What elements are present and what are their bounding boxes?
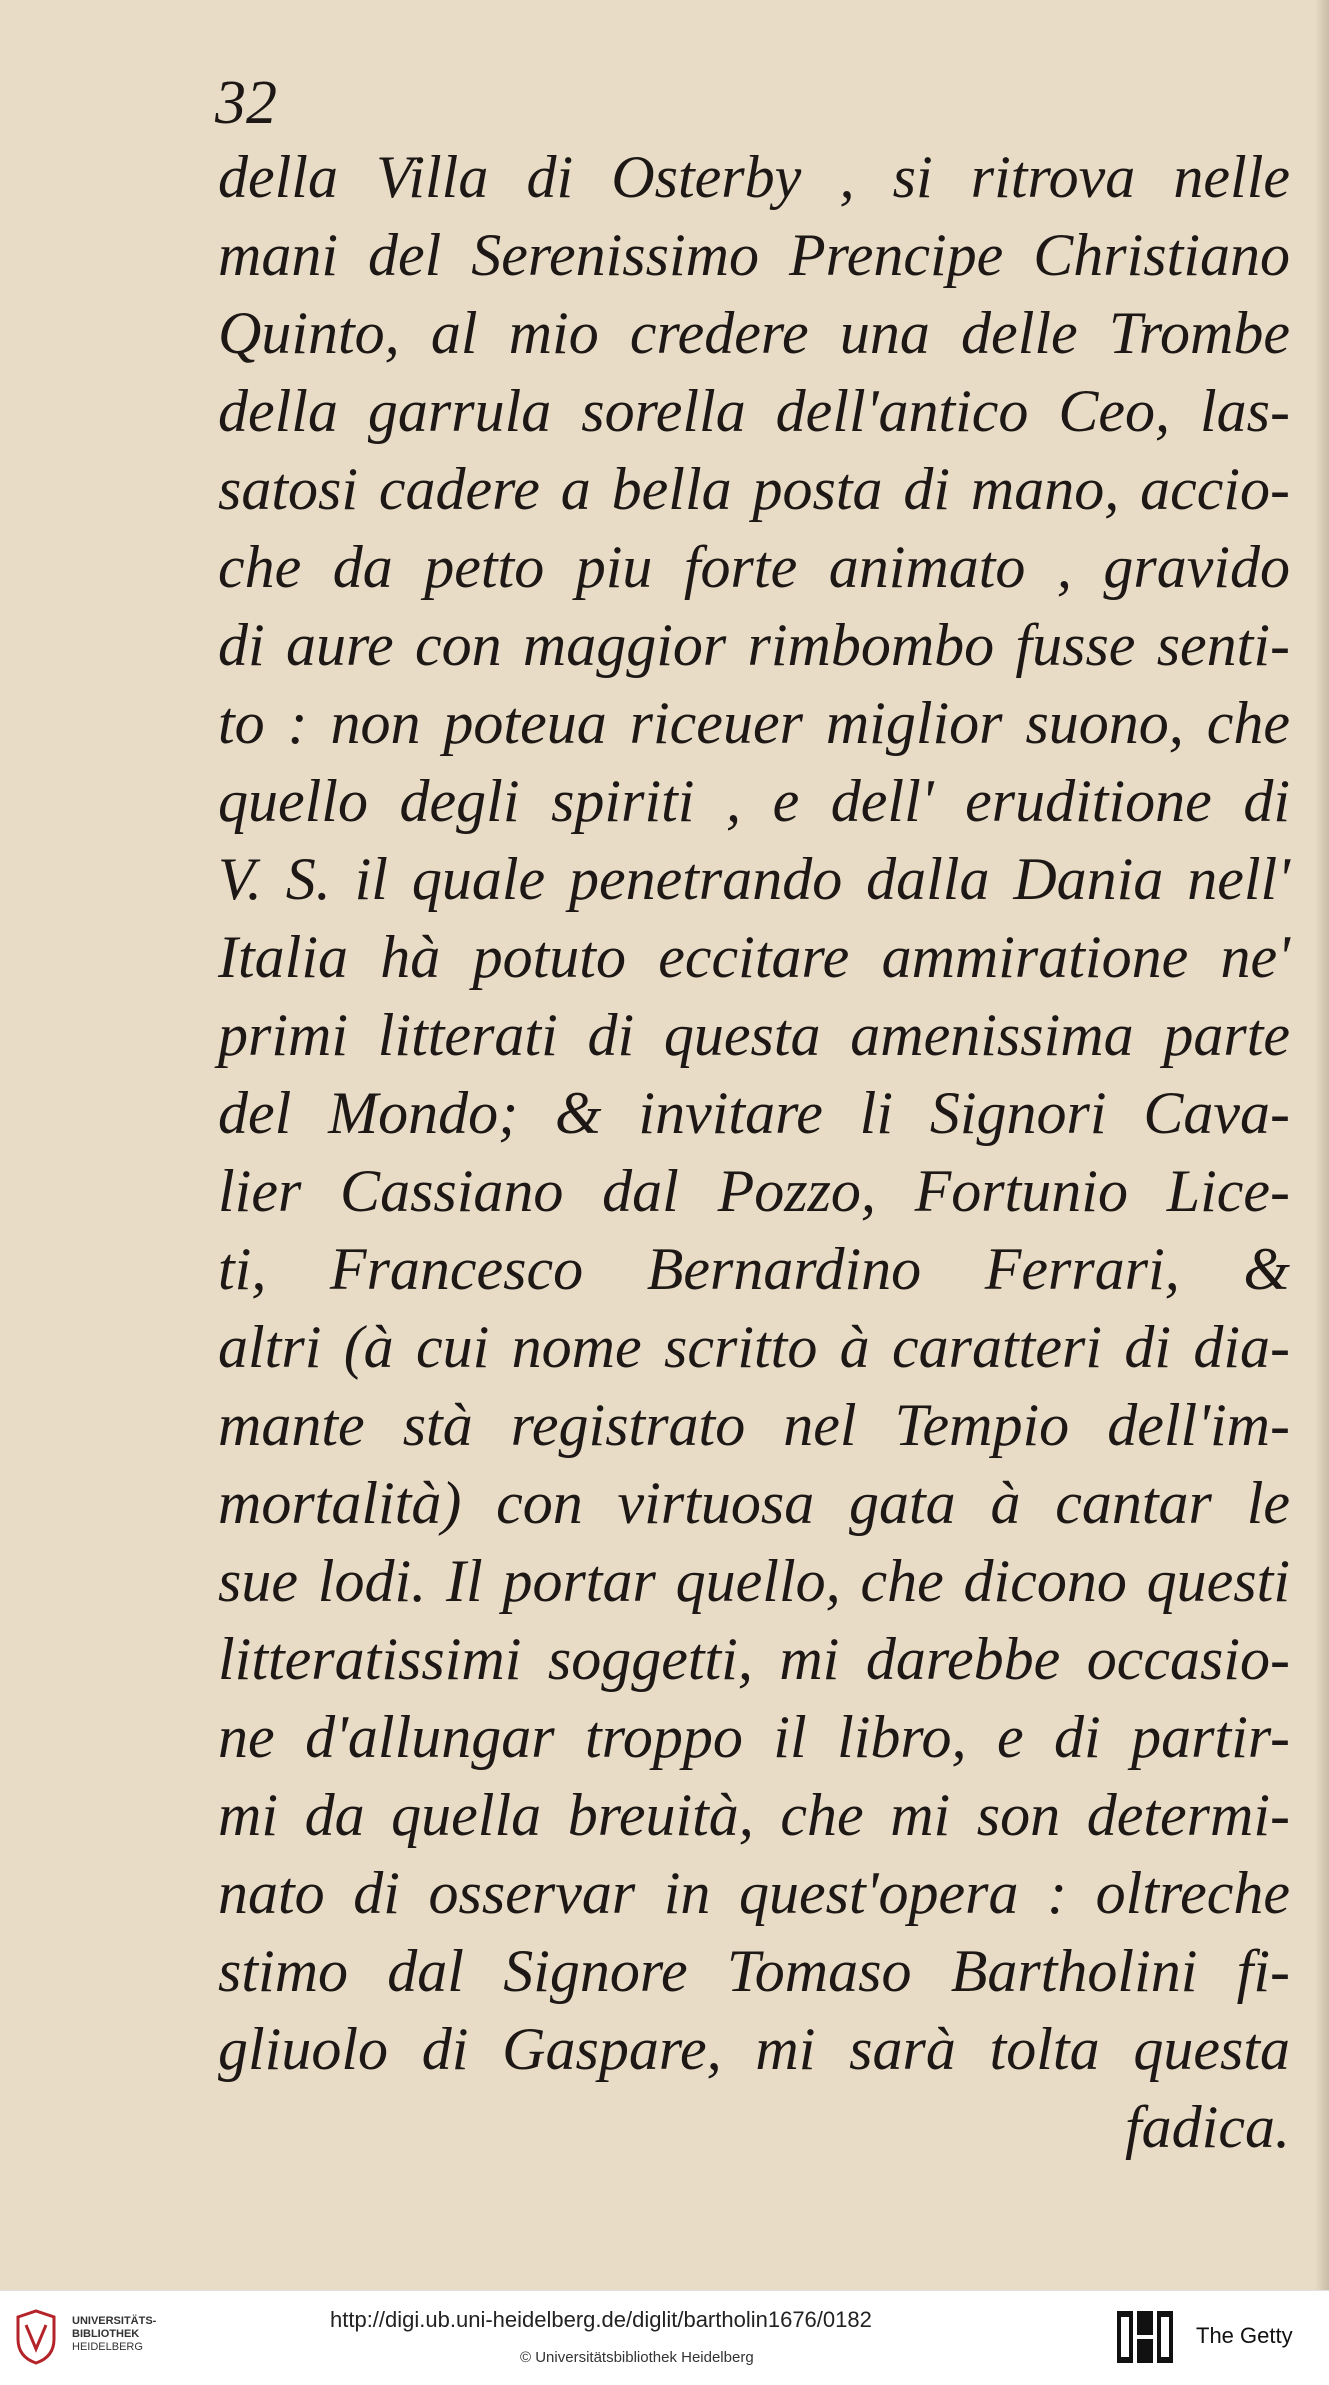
text-line: ne d'allungar troppo il libro, e di partir- [218, 1704, 1290, 1770]
text-line: della Villa di Osterby , si ritrova nelle [218, 144, 1290, 210]
text-line: litteratissimi soggetti, mi darebbe occasio- [218, 1626, 1290, 1692]
source-url-link[interactable]: http://digi.ub.uni-heidelberg.de/diglit/bartholin1676/0182 [330, 2307, 872, 2332]
footer-bar [0, 2290, 1329, 2385]
text-line: V. S. il quale penetrando dalla Dania nell' [218, 846, 1290, 912]
text-line: quello degli spiriti , e dell' eruditione di [218, 768, 1290, 834]
text-line: Italia hà potuto eccitare ammiratione ne' [218, 924, 1290, 990]
text-line: mante stà registrato nel Tempio dell'im- [218, 1392, 1290, 1458]
text-line: mani del Serenissimo Prencipe Christiano [218, 222, 1290, 288]
page-edge [1315, 0, 1329, 2290]
text-line: ti, Francesco Bernardino Ferrari, & [218, 1236, 1290, 1302]
text-line: del Mondo; & invitare li Signori Cava- [218, 1080, 1290, 1146]
text-line: satosi cadere a bella posta di mano, accio- [218, 456, 1290, 522]
text-line: altri (à cui nome scritto à caratteri di dia- [218, 1314, 1290, 1380]
text-line: primi litterati di questa amenissima parte [218, 1002, 1290, 1068]
text-line: Quinto, al mio credere una delle Trombe [218, 300, 1290, 366]
text-line: della garrula sorella dell'antico Ceo, las- [218, 378, 1290, 444]
university-name: UNIVERSITÄTS- BIBLIOTHEK HEIDELBERG [72, 2315, 157, 2353]
text-line: nato di osservar in quest'opera : oltreche [218, 1860, 1290, 1926]
page-number: 32 [215, 69, 277, 137]
text-line-catchword: fadica. [1125, 2094, 1290, 2160]
text-line: mi da quella breuità, che mi son determi- [218, 1782, 1290, 1848]
copyright-text: © Universitätsbibliothek Heidelberg [520, 2349, 754, 2366]
text-line: che da petto piu forte animato , gravido [218, 534, 1290, 600]
text-line: to : non poteua riceuer miglior suono, che [218, 690, 1290, 756]
text-line: gliuolo di Gaspare, mi sarà tolta questa [218, 2016, 1290, 2082]
text-line: stimo dal Signore Tomaso Bartholini fi- [218, 1938, 1290, 2004]
getty-logo-icon[interactable] [1115, 2307, 1175, 2367]
text-line: mortalità) con virtuosa gata à cantar le [218, 1470, 1290, 1536]
body-text [218, 138, 1290, 2166]
university-seal-icon[interactable] [14, 2309, 58, 2365]
text-line: lier Cassiano dal Pozzo, Fortunio Lice- [218, 1158, 1290, 1224]
text-line: sue lodi. Il portar quello, che dicono questi [218, 1548, 1290, 1614]
text-line: di aure con maggior rimbombo fusse senti- [218, 612, 1290, 678]
getty-name: The Getty [1196, 2323, 1293, 2348]
